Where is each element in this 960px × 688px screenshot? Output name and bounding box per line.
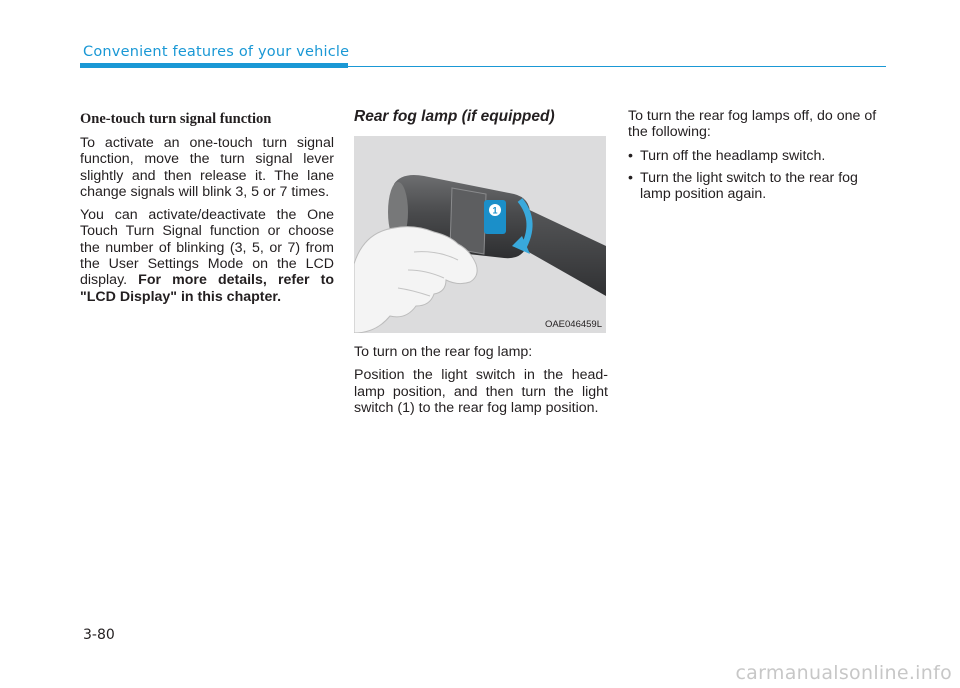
rear-fog-on-instructions: Position the light switch in the head-lamp position, and then turn the light switch (1) to the rear fog lamp position. <box>354 367 608 416</box>
one-touch-paragraph-2-text: You can activate/deactivate the One Touch Turn Signal function or choose the number of blinking (3, 5, or 7) from the User Settings Mode on the LCD display. <box>80 207 334 289</box>
one-touch-turn-signal-heading: One-touch turn signal function <box>80 111 272 127</box>
column-one-touch-turn-signal <box>80 108 334 312</box>
rear-fog-off-intro: To turn the rear fog lamps off, do one of the following: <box>628 108 877 141</box>
section-header-title: Convenient features of your vehicle <box>83 44 350 60</box>
column-rear-fog-lamp <box>354 108 608 423</box>
page-number: 3-80 <box>83 627 115 643</box>
lcd-display-reference: For more details, refer to "LCD Display" in this chapter. <box>80 272 334 305</box>
header-rule-accent <box>80 63 348 68</box>
rear-fog-lamp-heading: Rear fog lamp (if equipped) <box>354 108 555 125</box>
column-rear-fog-off <box>628 108 882 208</box>
figure-code: OAE046459L <box>544 319 602 330</box>
watermark-logo: carmanualsonline.info <box>735 662 952 684</box>
rear-fog-lamp-figure <box>354 136 606 333</box>
rear-fog-on-intro: To turn on the rear fog lamp: <box>354 344 533 360</box>
one-touch-paragraph-2 <box>80 207 334 305</box>
list-item: • Turn off the headlamp switch. <box>628 148 882 164</box>
one-touch-paragraph-1: To activate an one-touch turn signal function, move the turn signal lever slightly and then release it. The lane change signals will blink 3, 5 or 7 times. <box>80 135 334 200</box>
switch-marker-1-label: 1 <box>492 205 498 216</box>
list-item: • Turn the light switch to the rear fog lamp position again. <box>628 170 882 203</box>
header-rule-line <box>348 66 886 68</box>
rear-fog-off-list <box>628 148 882 203</box>
light-switch-illustration <box>354 136 606 333</box>
